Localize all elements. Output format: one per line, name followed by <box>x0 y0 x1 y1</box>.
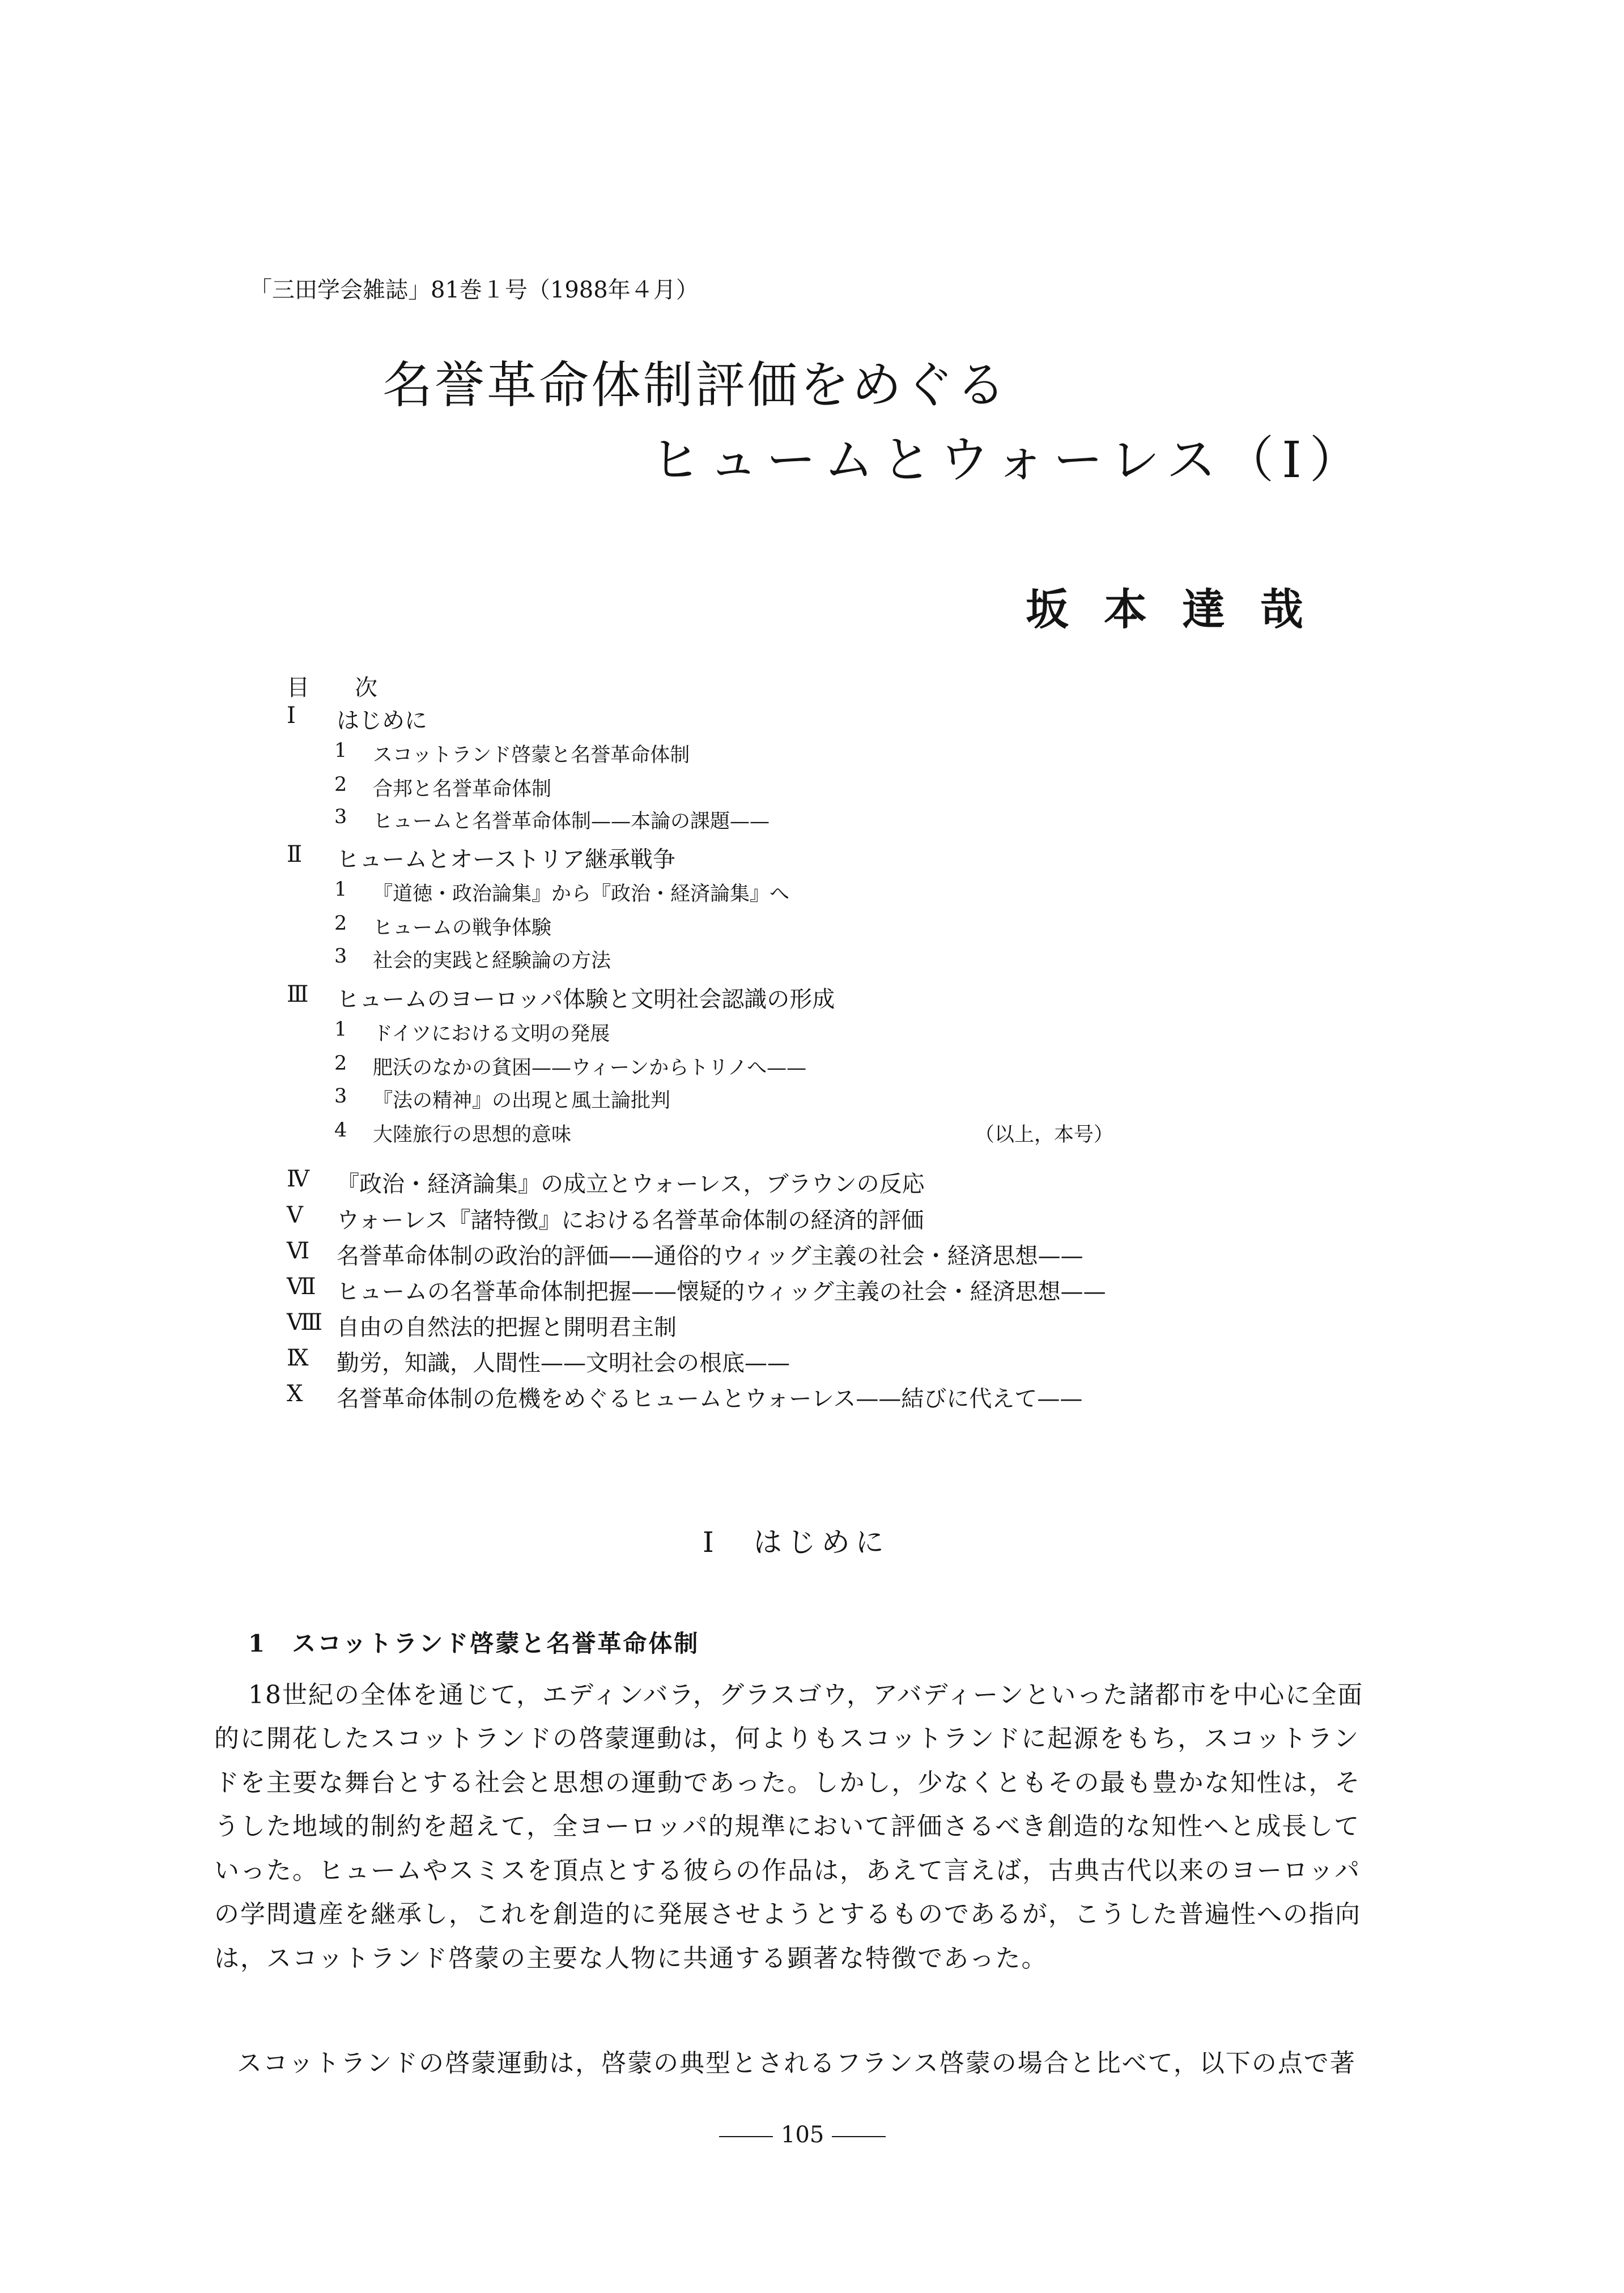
toc-subsection-label: 『法の精神』の出現と風土論批判 <box>373 1090 671 1112</box>
toc-chapter-label: 『政治・経済論集』の成立とウォーレス，ブラウンの反応 <box>337 1171 925 1197</box>
toc-chapter-number: Ⅳ <box>287 1166 309 1192</box>
toc-chapter-label: 勤労，知識，人間性——文明社会の根底—— <box>337 1350 790 1376</box>
toc-chapter-number: Ⅱ <box>287 841 303 867</box>
toc-subsection-label: 社会的実践と経験論の方法 <box>373 950 611 972</box>
toc-subsection-label: ドイツにおける文明の発展 <box>373 1023 610 1045</box>
journal-citation: 「三田学会雑誌」81巻１号（1988年４月） <box>249 277 699 303</box>
body-line: 的に開花したスコットランドの啓蒙運動は，何よりもスコットランドに起源をもち，スコットラン <box>214 1724 1360 1753</box>
toc-heading-char-2: 次 <box>355 675 377 701</box>
toc-chapter-number: Ⅵ <box>287 1238 310 1264</box>
article-title-line-2: ヒュームとウォーレス（Ⅰ） <box>651 431 1367 489</box>
toc-subsection-number: 4 <box>334 1119 347 1142</box>
body-line: の学問遺産を継承し，これを創造的に発展させようとするものであるが，こうした普遍性への指向 <box>214 1900 1361 1929</box>
toc-chapter-label: はじめに <box>337 708 427 734</box>
body-line: スコットランドの啓蒙運動は，啓蒙の典型とされるフランス啓蒙の場合と比べて，以下の点で著 <box>237 2049 1356 2078</box>
body-line: は，スコットランド啓蒙の主要な人物に共通する顕著な特徴であった。 <box>214 1944 1048 1973</box>
toc-subsection-number: 1 <box>334 739 347 762</box>
toc-subsection-label: スコットランド啓蒙と名誉革命体制 <box>373 744 690 767</box>
toc-chapter-label: ヒュームとオーストリア継承戦争 <box>337 846 675 873</box>
toc-chapter-number: Ⅷ <box>287 1309 323 1335</box>
toc-chapter-number: Ⅰ <box>287 703 296 729</box>
toc-chapter-label: 名誉革命体制の政治的評価——通俗的ウィッグ主義の社会・経済思想—— <box>337 1243 1083 1269</box>
toc-chapter-label: 名誉革命体制の危機をめぐるヒュームとウォーレス——結びに代えて—— <box>337 1386 1083 1412</box>
folio-dash-right <box>832 2136 886 2137</box>
author-name: 坂本達哉 <box>1026 584 1338 635</box>
toc-subsection-label: 合邦と名誉革命体制 <box>373 778 552 801</box>
toc-subsection-number: 3 <box>334 945 347 968</box>
toc-chapter-label: ウォーレス『諸特徴』における名誉革命体制の経済的評価 <box>337 1207 924 1233</box>
toc-subsection-number: 2 <box>334 1052 347 1075</box>
section-heading: Ⅰ はじめに <box>703 1526 890 1559</box>
page-number-value: 105 <box>781 2122 824 2148</box>
body-line: ドを主要な舞台とする社会と思想の運動であった。しかし，少なくともその最も豊かな知性は，そ <box>214 1768 1361 1797</box>
toc-heading-char-1: 目 <box>287 675 355 701</box>
body-line: いった。ヒュームやスミスを頂点とする彼らの作品は，あえて言えば，古典古代以来のヨーロッパ <box>214 1856 1361 1885</box>
toc-chapter-number: Ⅸ <box>287 1345 309 1371</box>
body-line: うした地域的制約を超えて，全ヨーロッパ的規準において評価さるべき創造的な知性へと成長して <box>214 1812 1361 1841</box>
toc-subsection-label: 大陸旅行の思想的意味 <box>373 1124 572 1146</box>
toc-subsection-number: 2 <box>334 912 347 935</box>
toc-subsection-number: 3 <box>334 1085 347 1108</box>
toc-subsection-label: ヒュームの戦争体験 <box>373 917 552 939</box>
toc-subsection-label: 肥沃のなかの貧困——ウィーンからトリノへ—— <box>373 1057 807 1079</box>
toc-heading <box>287 670 377 702</box>
toc-chapter-label: ヒュームのヨーロッパ体験と文明社会認識の形成 <box>337 986 835 1013</box>
toc-chapter-number: Ⅴ <box>287 1202 303 1228</box>
toc-chapter-label: 自由の自然法的把握と開明君主制 <box>337 1314 677 1341</box>
toc-subsection-number: 2 <box>334 773 347 796</box>
toc-subsection-number: 3 <box>334 806 347 828</box>
subsection-heading: 1 スコットランド啓蒙と名誉革命体制 <box>248 1630 700 1657</box>
toc-issue-note: （以上，本号） <box>975 1124 1114 1146</box>
toc-chapter-number: Ⅶ <box>287 1274 316 1300</box>
page-number <box>711 2122 894 2148</box>
toc-subsection-number: 1 <box>334 878 347 901</box>
toc-subsection-number: 1 <box>334 1018 347 1041</box>
toc-chapter-label: ヒュームの名誉革命体制把握——懐疑的ウィッグ主義の社会・経済思想—— <box>337 1279 1106 1305</box>
toc-subsection-label: 『道徳・政治論集』から『政治・経済論集』へ <box>373 883 790 905</box>
folio-dash-left <box>719 2136 773 2137</box>
article-title-line-1: 名誉革命体制評価をめぐる <box>382 356 1009 414</box>
toc-subsection-label: ヒュームと名誉革命体制——本論の課題—— <box>373 810 770 833</box>
body-line: 18世紀の全体を通じて，エディンバラ，グラスゴウ，アバディーンといった諸都市を中心に全面 <box>248 1681 1364 1709</box>
toc-chapter-number: Ⅲ <box>287 981 309 1007</box>
toc-chapter-number: Ⅹ <box>287 1381 303 1407</box>
